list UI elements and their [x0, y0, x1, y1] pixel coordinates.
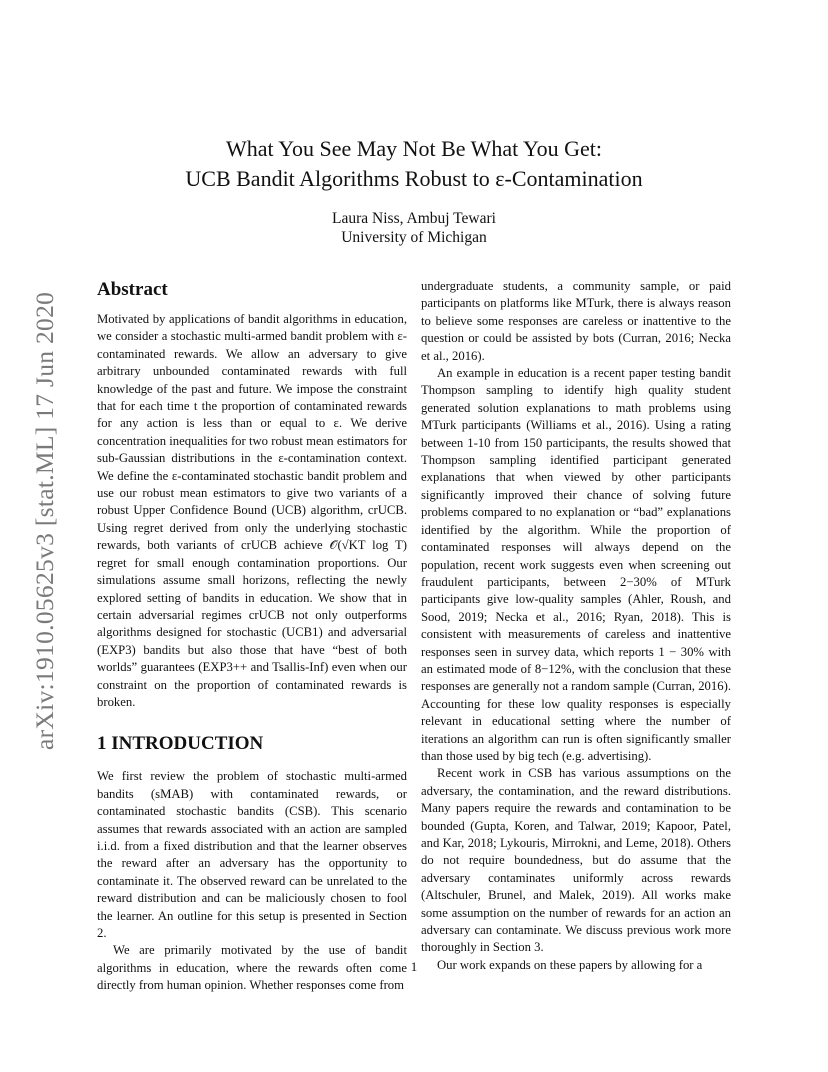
page-number: 1: [410, 959, 418, 974]
right-paragraph-1: undergraduate students, a community sample, or paid participants on platforms like MTurk, there is always reason to believe some responses are careless or inattentive to the question or could be assisted by bots (Curran, 2016; Necka et al., 2016).: [421, 279, 731, 363]
right-paragraph-4: Our work expands on these papers by allowing for a: [437, 957, 703, 972]
introduction-heading: 1 INTRODUCTION: [97, 733, 264, 755]
title-line-1: What You See May Not Be What You Get:: [225, 136, 603, 161]
abstract-heading: Abstract: [97, 279, 168, 300]
right-paragraph-2: An example in education is a recent paper testing bandit Thompson sampling to identify high quality student generated solution explanations to math problems using MTurk participants (Williams et al., 2016). Using a rating between 1-10 from 150 participants, the results showed that Thompson sampling identified participant generated explanations that when viewed by other participants significantly improved their chance of solving future problems compared to no explanation or “bad” explanations identified by the algorithm. While the proportion of contaminated responses will always depend on the population, recent work suggests even when screening out fraudulent participants, between 2−30% of MTurk participants give low-quality samples (Ahler, Roush, and Sood, 2019; Necka et al., 2016; Ryan, 2018). This is consistent with measurements of careless and inattentive responses seen in survey data, which reports 1 − 30% with an estimated mode of 8−12%, with the conclusion that these responses are generally not a random sample (Curran, 2016). Accounting for these low quality responses is especially relevant in educational setting where the number of iterations an algorithm can run is often significantly smaller than those used by big tech (e.g. advertising).: [421, 366, 731, 763]
title-line-2: UCB Bandit Algorithms Robust to ε-Contamination: [185, 166, 643, 191]
paper-title: [0, 134, 828, 194]
intro-paragraph-1: We first review the problem of stochastic multi-armed bandits (sMAB) with contaminated rewards, or contaminated stochastic bandits (CSB). This scenario assumes that rewards associated with an action are sampled i.i.d. from a fixed distribution and that the learner observes the reward after an adversary has the opportunity to contaminate it. The observed reward can be unrelated to the reward distribution and can be maliciously chosen to fool the learner. An outline for this setup is presented in Section 2.: [97, 769, 407, 940]
author-names: Laura Niss, Ambuj Tewari: [332, 210, 496, 227]
arxiv-stamp: [8, 280, 59, 750]
abstract-text: Motivated by applications of bandit algorithms in education, we consider a stochastic multi-armed bandit problem with ε-contaminated rewards. We allow an adversary to give arbitrary unbounded contaminated rewards with full knowledge of the past and future. We impose the constraint that for each time t the proportion of contaminated rewards for any action is less than or equal to ε. We derive concentration inequalities for two robust mean estimators for sub-Gaussian distributions in the ε-contamination context. We define the ε-contaminated stochastic bandit problem and use our robust mean estimators to give two variants of a robust Upper Confidence Bound (UCB) algorithm, crUCB. Using regret derived from only the underlying stochastic rewards, both variants of crUCB achieve 𝒪(√KT log T) regret for small enough contamination proportions. Our simulations assume small horizons, reflecting the newly explored setting of bandits in education. We show that in certain adversarial regimes crUCB not only outperforms algorithms designed for stochastic (UCB1) and adversarial (EXP3) bandits but also those that have “best of both worlds” guarantees (EXP3++ and Tsallis-Inf) even when our constraint on the proportion of contaminated rewards is broken.: [97, 312, 407, 709]
arxiv-identifier: arXiv:1910.05625v3 [stat.ML] 17 Jun 2020: [30, 291, 59, 750]
affiliation: University of Michigan: [341, 229, 487, 246]
author-block: [0, 209, 828, 247]
intro-paragraph-2: We are primarily motivated by the use of bandit algorithms in education, where the rewards often come directly from human opinion. Whether responses come from: [97, 943, 407, 993]
right-paragraph-3: Recent work in CSB has various assumptions on the adversary, the contamination, and the reward distributions. Many papers require the rewards and contamination to be bounded (Gupta, Koren, and Talwar, 2019; Kapoor, Patel, and Kar, 2018; Lykouris, Mirrokni, and Leme, 2018). Others do not require boundedness, but do assume that the adversary contaminates uniformly across rewards (Altschuler, Brunel, and Malek, 2019). All works make some assumption on the number of rewards for an action an adversary can contaminate. We discuss previous work more thoroughly in Section 3.: [421, 766, 731, 955]
right-column: [421, 278, 731, 974]
left-column: [97, 278, 407, 995]
